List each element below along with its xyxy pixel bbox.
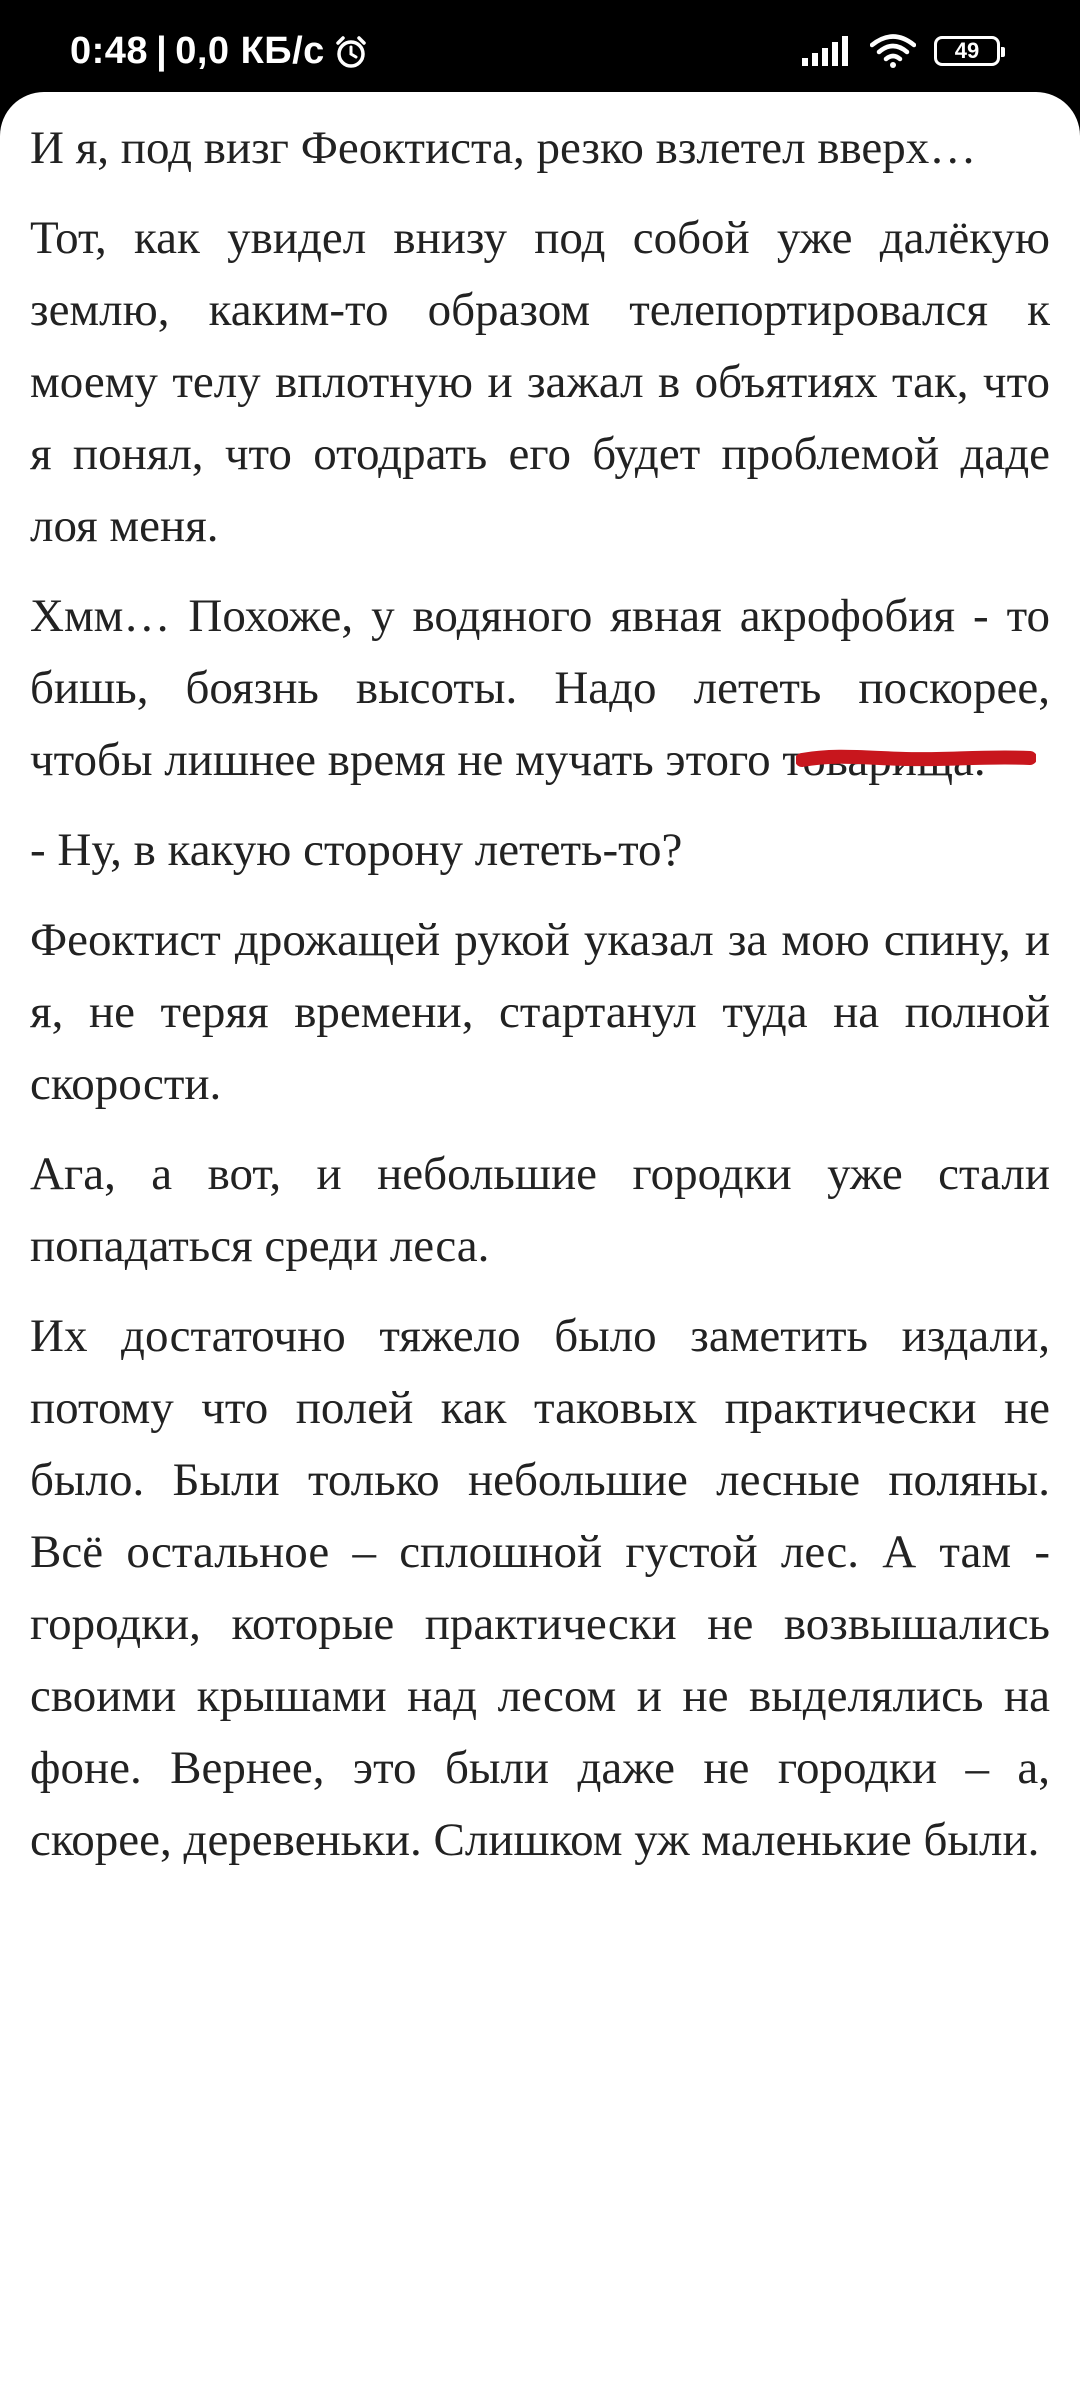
status-right [802,34,1000,68]
red-underline-annotation [796,746,1036,772]
paragraph: Хмм… Похоже, у водяного явная акрофобия - то бишь, боязнь высоты. Надо лететь поскорее, чтобы лишнее время не мучать этого товарища. [30,590,1050,786]
paragraph: Их достаточно тяжело было заметить издали, потому что полей как таковых практически не было. Были только небольшие лесные поляны. Всё остальное – сплошной густой лес. А там - городки, которые практически не возвышались своими крышами над лесом и не выделялись на фоне. Вернее, это были даже не городки – а, скорее, деревеньки. Слишком уж маленькие были. [30,1310,1050,1866]
paragraph: Тот, как увидел внизу под собой уже далёкую землю, каким-то образом телепортировался к моему телу вплотную и зажал в объятиях так, что я понял, что отодрать его будет проблемой даде лоя меня. [30,212,1050,552]
network-speed: 0,0 КБ/с [175,30,325,72]
battery-level: 49 [954,38,980,63]
alarm-icon [333,34,369,70]
wifi-icon [870,34,916,68]
paragraph: Феоктист дрожащей рукой указал за мою спину, и я, не теряя времени, стартанул туда на полной скорости. [30,914,1050,1110]
status-separator: | [156,30,168,72]
reader-page[interactable] [0,92,1080,2400]
reader-content [30,112,1050,1894]
status-left [70,30,369,73]
clock: 0:48 [70,30,149,72]
signal-icon [802,36,852,66]
paragraph: - Ну, в какую сторону лететь-то? [30,824,683,876]
paragraph: Ага, а вот, и небольшие городки уже стали попадаться среди леса. [30,1148,1050,1272]
paragraph: И я, под визг Феоктиста, резко взлетел вверх… [30,122,977,174]
battery-icon [934,36,1000,66]
